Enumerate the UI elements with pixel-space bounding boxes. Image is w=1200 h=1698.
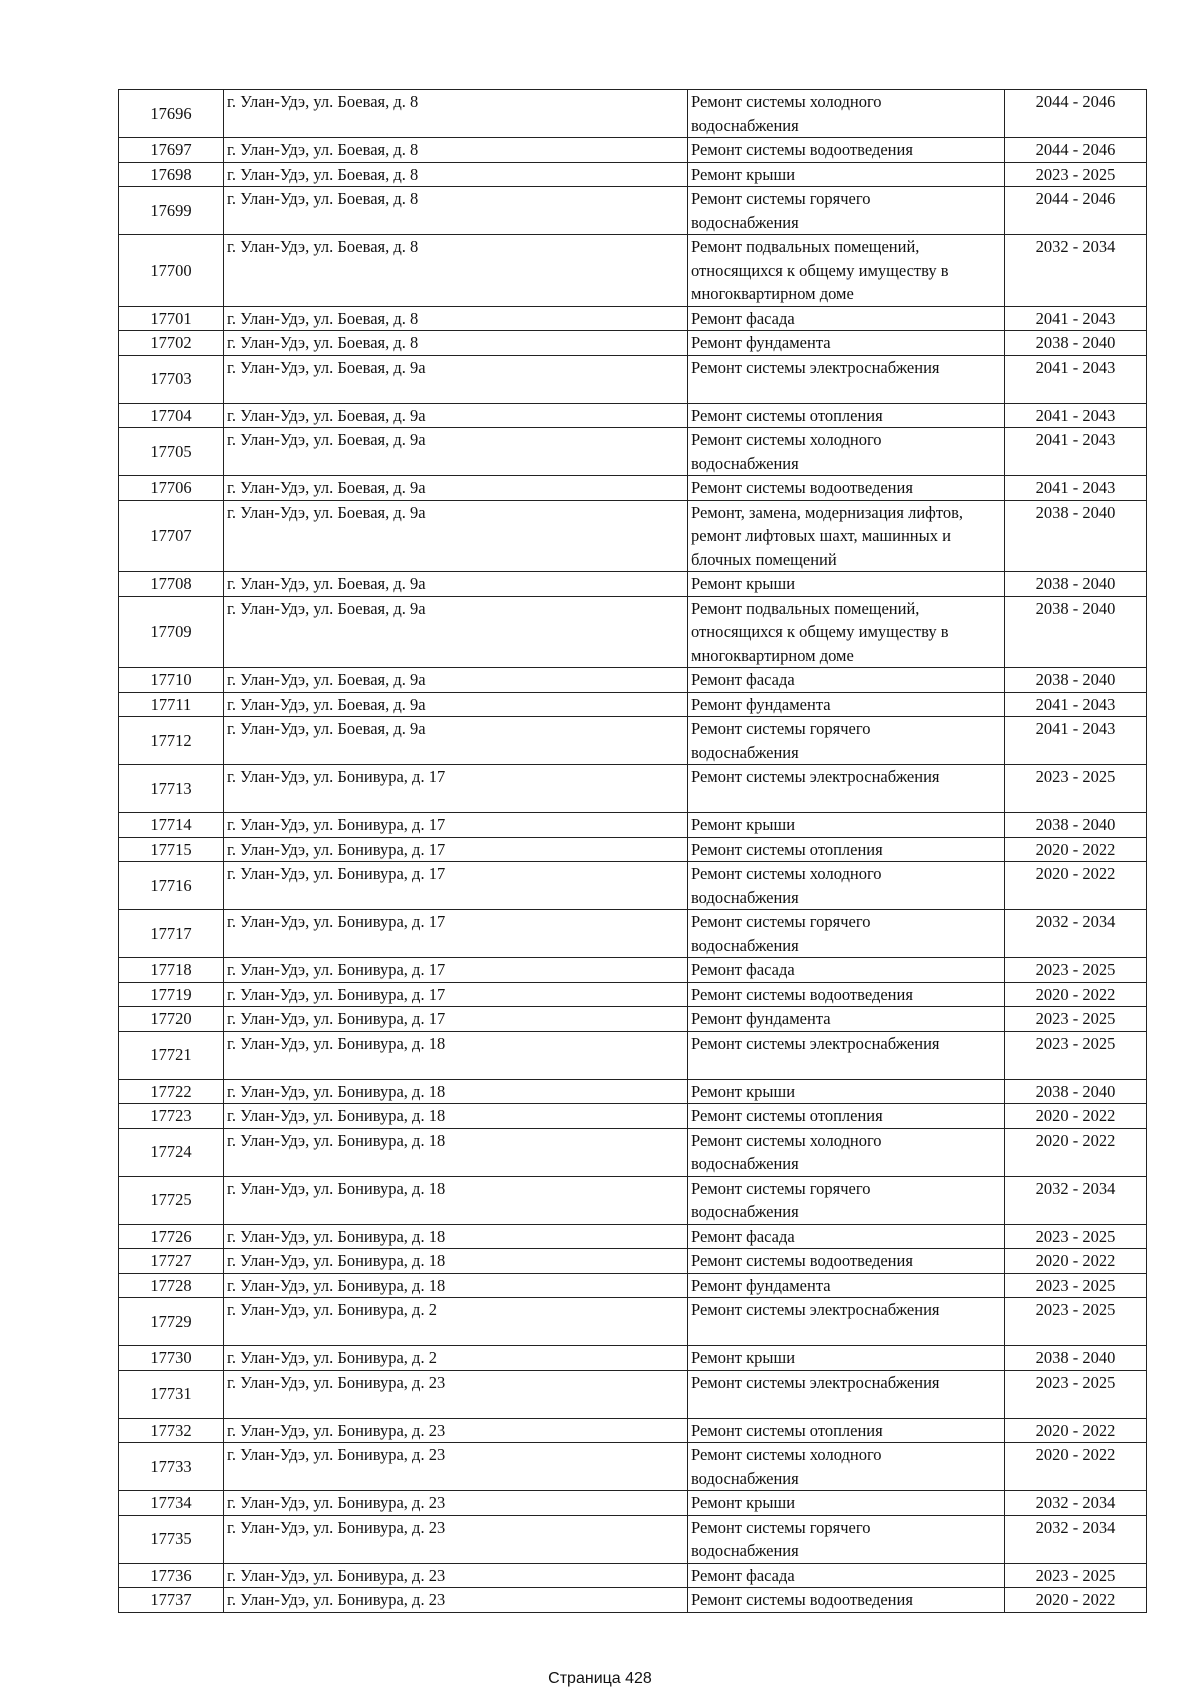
row-address: г. Улан-Удэ, ул. Боевая, д. 8: [224, 138, 688, 163]
row-number: 17722: [119, 1079, 224, 1104]
table-row: [119, 572, 1147, 597]
row-work-type: Ремонт фасада: [688, 306, 1005, 331]
row-number: 17719: [119, 982, 224, 1007]
row-work-type: Ремонт системы электроснабжения: [688, 355, 1005, 403]
row-work-type: Ремонт крыши: [688, 1346, 1005, 1371]
row-period: 2032 - 2034: [1005, 1515, 1147, 1563]
row-work-type: Ремонт системы горячего водоснабжения: [688, 910, 1005, 958]
table-body: [119, 90, 1147, 1613]
row-period: 2023 - 2025: [1005, 1224, 1147, 1249]
row-number: 17696: [119, 90, 224, 138]
row-work-type: Ремонт крыши: [688, 162, 1005, 187]
row-number: 17709: [119, 596, 224, 668]
page-number: Страница 428: [548, 1670, 652, 1687]
table-row: [119, 1104, 1147, 1129]
row-work-type: Ремонт системы водоотведения: [688, 476, 1005, 501]
row-work-type: Ремонт системы электроснабжения: [688, 1298, 1005, 1346]
row-period: 2023 - 2025: [1005, 1031, 1147, 1079]
row-period: 2044 - 2046: [1005, 90, 1147, 138]
row-work-type: Ремонт системы холодного водоснабжения: [688, 1443, 1005, 1491]
row-period: 2038 - 2040: [1005, 1079, 1147, 1104]
row-address: г. Улан-Удэ, ул. Бонивура, д. 17: [224, 910, 688, 958]
row-number: 17718: [119, 958, 224, 983]
row-number: 17717: [119, 910, 224, 958]
row-work-type: Ремонт системы водоотведения: [688, 138, 1005, 163]
row-period: 2038 - 2040: [1005, 813, 1147, 838]
row-period: 2023 - 2025: [1005, 1563, 1147, 1588]
table-row: [119, 1249, 1147, 1274]
row-address: г. Улан-Удэ, ул. Бонивура, д. 17: [224, 958, 688, 983]
row-work-type: Ремонт системы холодного водоснабжения: [688, 862, 1005, 910]
table-row: [119, 1298, 1147, 1346]
table-row: [119, 982, 1147, 1007]
row-address: г. Улан-Удэ, ул. Бонивура, д. 23: [224, 1588, 688, 1613]
row-number: 17728: [119, 1273, 224, 1298]
table-row: [119, 1031, 1147, 1079]
row-address: г. Улан-Удэ, ул. Боевая, д. 9а: [224, 668, 688, 693]
table-row: [119, 90, 1147, 138]
row-number: 17698: [119, 162, 224, 187]
row-work-type: Ремонт системы электроснабжения: [688, 765, 1005, 813]
row-period: 2023 - 2025: [1005, 765, 1147, 813]
row-work-type: Ремонт системы отопления: [688, 837, 1005, 862]
row-address: г. Улан-Удэ, ул. Боевая, д. 9а: [224, 428, 688, 476]
row-address: г. Улан-Удэ, ул. Боевая, д. 9а: [224, 500, 688, 572]
row-address: г. Улан-Удэ, ул. Боевая, д. 9а: [224, 596, 688, 668]
row-number: 17714: [119, 813, 224, 838]
table-row: [119, 187, 1147, 235]
row-number: 17737: [119, 1588, 224, 1613]
row-work-type: Ремонт системы горячего водоснабжения: [688, 187, 1005, 235]
row-number: 17700: [119, 235, 224, 307]
row-address: г. Улан-Удэ, ул. Боевая, д. 9а: [224, 717, 688, 765]
row-number: 17713: [119, 765, 224, 813]
table-row: [119, 138, 1147, 163]
row-work-type: Ремонт фасада: [688, 958, 1005, 983]
row-work-type: Ремонт системы горячего водоснабжения: [688, 1176, 1005, 1224]
row-work-type: Ремонт системы электроснабжения: [688, 1370, 1005, 1418]
table-row: [119, 1515, 1147, 1563]
row-period: 2023 - 2025: [1005, 958, 1147, 983]
row-number: 17735: [119, 1515, 224, 1563]
row-period: 2038 - 2040: [1005, 596, 1147, 668]
table-row: [119, 910, 1147, 958]
row-period: 2032 - 2034: [1005, 1491, 1147, 1516]
row-number: 17734: [119, 1491, 224, 1516]
table-row: [119, 692, 1147, 717]
row-number: 17701: [119, 306, 224, 331]
row-number: 17699: [119, 187, 224, 235]
row-period: 2041 - 2043: [1005, 717, 1147, 765]
row-number: 17725: [119, 1176, 224, 1224]
table-row: [119, 813, 1147, 838]
row-work-type: Ремонт системы холодного водоснабжения: [688, 90, 1005, 138]
table-row: [119, 235, 1147, 307]
row-work-type: Ремонт системы холодного водоснабжения: [688, 1128, 1005, 1176]
row-number: 17724: [119, 1128, 224, 1176]
row-period: 2023 - 2025: [1005, 1298, 1147, 1346]
row-work-type: Ремонт фасада: [688, 668, 1005, 693]
table-row: [119, 355, 1147, 403]
row-work-type: Ремонт фундамента: [688, 692, 1005, 717]
row-address: г. Улан-Удэ, ул. Бонивура, д. 18: [224, 1249, 688, 1274]
row-number: 17730: [119, 1346, 224, 1371]
row-period: 2038 - 2040: [1005, 668, 1147, 693]
table-row: [119, 765, 1147, 813]
row-address: г. Улан-Удэ, ул. Бонивура, д. 18: [224, 1031, 688, 1079]
row-number: 17733: [119, 1443, 224, 1491]
table-row: [119, 1588, 1147, 1613]
table-row: [119, 331, 1147, 356]
row-work-type: Ремонт фундамента: [688, 1273, 1005, 1298]
table-row: [119, 1176, 1147, 1224]
row-period: 2020 - 2022: [1005, 862, 1147, 910]
row-number: 17711: [119, 692, 224, 717]
table-row: [119, 717, 1147, 765]
row-address: г. Улан-Удэ, ул. Бонивура, д. 23: [224, 1418, 688, 1443]
row-address: г. Улан-Удэ, ул. Бонивура, д. 18: [224, 1128, 688, 1176]
row-address: г. Улан-Удэ, ул. Бонивура, д. 17: [224, 982, 688, 1007]
row-work-type: Ремонт крыши: [688, 1079, 1005, 1104]
row-period: 2020 - 2022: [1005, 1418, 1147, 1443]
row-work-type: Ремонт, замена, модернизация лифтов, ремонт лифтовых шахт, машинных и блочных помещений: [688, 500, 1005, 572]
row-address: г. Улан-Удэ, ул. Бонивура, д. 23: [224, 1491, 688, 1516]
row-period: 2020 - 2022: [1005, 982, 1147, 1007]
row-period: 2041 - 2043: [1005, 692, 1147, 717]
table-row: [119, 668, 1147, 693]
table-row: [119, 1418, 1147, 1443]
row-work-type: Ремонт фасада: [688, 1563, 1005, 1588]
table-row: [119, 1224, 1147, 1249]
row-address: г. Улан-Удэ, ул. Бонивура, д. 23: [224, 1443, 688, 1491]
table-row: [119, 1007, 1147, 1032]
row-period: 2041 - 2043: [1005, 403, 1147, 428]
row-period: 2032 - 2034: [1005, 910, 1147, 958]
table-row: [119, 1079, 1147, 1104]
row-number: 17703: [119, 355, 224, 403]
row-period: 2032 - 2034: [1005, 235, 1147, 307]
row-address: г. Улан-Удэ, ул. Боевая, д. 8: [224, 90, 688, 138]
row-period: 2041 - 2043: [1005, 306, 1147, 331]
row-period: 2020 - 2022: [1005, 1443, 1147, 1491]
row-period: 2038 - 2040: [1005, 500, 1147, 572]
row-address: г. Улан-Удэ, ул. Бонивура, д. 17: [224, 765, 688, 813]
row-work-type: Ремонт крыши: [688, 572, 1005, 597]
row-period: 2020 - 2022: [1005, 1588, 1147, 1613]
row-number: 17731: [119, 1370, 224, 1418]
row-period: 2038 - 2040: [1005, 572, 1147, 597]
row-number: 17720: [119, 1007, 224, 1032]
row-address: г. Улан-Удэ, ул. Бонивура, д. 18: [224, 1104, 688, 1129]
row-period: 2023 - 2025: [1005, 1370, 1147, 1418]
row-period: 2023 - 2025: [1005, 1273, 1147, 1298]
row-address: г. Улан-Удэ, ул. Бонивура, д. 2: [224, 1298, 688, 1346]
repair-schedule-table: [118, 89, 1147, 1613]
row-period: 2038 - 2040: [1005, 331, 1147, 356]
row-work-type: Ремонт подвальных помещений, относящихся к общему имуществу в многоквартирном доме: [688, 596, 1005, 668]
row-period: 2038 - 2040: [1005, 1346, 1147, 1371]
row-work-type: Ремонт системы отопления: [688, 1418, 1005, 1443]
row-period: 2044 - 2046: [1005, 187, 1147, 235]
row-address: г. Улан-Удэ, ул. Боевая, д. 8: [224, 306, 688, 331]
row-address: г. Улан-Удэ, ул. Боевая, д. 9а: [224, 692, 688, 717]
row-period: 2041 - 2043: [1005, 355, 1147, 403]
row-number: 17706: [119, 476, 224, 501]
table-row: [119, 958, 1147, 983]
row-work-type: Ремонт крыши: [688, 813, 1005, 838]
row-work-type: Ремонт системы горячего водоснабжения: [688, 717, 1005, 765]
row-address: г. Улан-Удэ, ул. Бонивура, д. 18: [224, 1273, 688, 1298]
row-address: г. Улан-Удэ, ул. Бонивура, д. 2: [224, 1346, 688, 1371]
row-work-type: Ремонт системы водоотведения: [688, 982, 1005, 1007]
row-period: 2023 - 2025: [1005, 162, 1147, 187]
row-period: 2041 - 2043: [1005, 476, 1147, 501]
row-address: г. Улан-Удэ, ул. Бонивура, д. 17: [224, 837, 688, 862]
table-row: [119, 1563, 1147, 1588]
table-row: [119, 500, 1147, 572]
row-work-type: Ремонт системы холодного водоснабжения: [688, 428, 1005, 476]
row-number: 17697: [119, 138, 224, 163]
row-address: г. Улан-Удэ, ул. Боевая, д. 9а: [224, 355, 688, 403]
row-number: 17736: [119, 1563, 224, 1588]
table-row: [119, 862, 1147, 910]
row-number: 17715: [119, 837, 224, 862]
row-number: 17712: [119, 717, 224, 765]
row-work-type: Ремонт фасада: [688, 1224, 1005, 1249]
table-row: [119, 837, 1147, 862]
row-period: 2020 - 2022: [1005, 1128, 1147, 1176]
row-number: 17716: [119, 862, 224, 910]
row-work-type: Ремонт фундамента: [688, 1007, 1005, 1032]
row-address: г. Улан-Удэ, ул. Боевая, д. 8: [224, 331, 688, 356]
row-number: 17702: [119, 331, 224, 356]
row-number: 17729: [119, 1298, 224, 1346]
row-work-type: Ремонт системы электроснабжения: [688, 1031, 1005, 1079]
row-period: 2023 - 2025: [1005, 1007, 1147, 1032]
row-address: г. Улан-Удэ, ул. Бонивура, д. 23: [224, 1563, 688, 1588]
table-row: [119, 1273, 1147, 1298]
row-address: г. Улан-Удэ, ул. Боевая, д. 8: [224, 162, 688, 187]
table-row: [119, 1346, 1147, 1371]
row-address: г. Улан-Удэ, ул. Бонивура, д. 17: [224, 862, 688, 910]
row-period: 2020 - 2022: [1005, 1104, 1147, 1129]
row-number: 17705: [119, 428, 224, 476]
row-number: 17710: [119, 668, 224, 693]
table-row: [119, 1370, 1147, 1418]
row-address: г. Улан-Удэ, ул. Бонивура, д. 18: [224, 1079, 688, 1104]
row-address: г. Улан-Удэ, ул. Бонивура, д. 17: [224, 1007, 688, 1032]
table-row: [119, 403, 1147, 428]
table-row: [119, 1128, 1147, 1176]
row-address: г. Улан-Удэ, ул. Боевая, д. 8: [224, 187, 688, 235]
row-address: г. Улан-Удэ, ул. Боевая, д. 9а: [224, 476, 688, 501]
table-row: [119, 596, 1147, 668]
row-period: 2020 - 2022: [1005, 1249, 1147, 1274]
row-number: 17708: [119, 572, 224, 597]
row-period: 2020 - 2022: [1005, 837, 1147, 862]
row-address: г. Улан-Удэ, ул. Боевая, д. 8: [224, 235, 688, 307]
row-number: 17726: [119, 1224, 224, 1249]
row-number: 17732: [119, 1418, 224, 1443]
row-work-type: Ремонт системы горячего водоснабжения: [688, 1515, 1005, 1563]
table-row: [119, 1443, 1147, 1491]
table-row: [119, 428, 1147, 476]
table-row: [119, 1491, 1147, 1516]
row-number: 17723: [119, 1104, 224, 1129]
row-period: 2044 - 2046: [1005, 138, 1147, 163]
table-row: [119, 476, 1147, 501]
row-work-type: Ремонт крыши: [688, 1491, 1005, 1516]
row-work-type: Ремонт системы водоотведения: [688, 1249, 1005, 1274]
row-work-type: Ремонт системы отопления: [688, 1104, 1005, 1129]
row-address: г. Улан-Удэ, ул. Боевая, д. 9а: [224, 403, 688, 428]
row-number: 17721: [119, 1031, 224, 1079]
row-work-type: Ремонт подвальных помещений, относящихся к общему имуществу в многоквартирном доме: [688, 235, 1005, 307]
row-period: 2041 - 2043: [1005, 428, 1147, 476]
row-number: 17727: [119, 1249, 224, 1274]
row-address: г. Улан-Удэ, ул. Бонивура, д. 18: [224, 1224, 688, 1249]
row-address: г. Улан-Удэ, ул. Бонивура, д. 23: [224, 1370, 688, 1418]
row-address: г. Улан-Удэ, ул. Боевая, д. 9а: [224, 572, 688, 597]
table-row: [119, 162, 1147, 187]
row-number: 17704: [119, 403, 224, 428]
row-address: г. Улан-Удэ, ул. Бонивура, д. 17: [224, 813, 688, 838]
row-number: 17707: [119, 500, 224, 572]
row-work-type: Ремонт системы отопления: [688, 403, 1005, 428]
row-work-type: Ремонт системы водоотведения: [688, 1588, 1005, 1613]
table-row: [119, 306, 1147, 331]
row-address: г. Улан-Удэ, ул. Бонивура, д. 18: [224, 1176, 688, 1224]
row-address: г. Улан-Удэ, ул. Бонивура, д. 23: [224, 1515, 688, 1563]
row-period: 2032 - 2034: [1005, 1176, 1147, 1224]
row-work-type: Ремонт фундамента: [688, 331, 1005, 356]
